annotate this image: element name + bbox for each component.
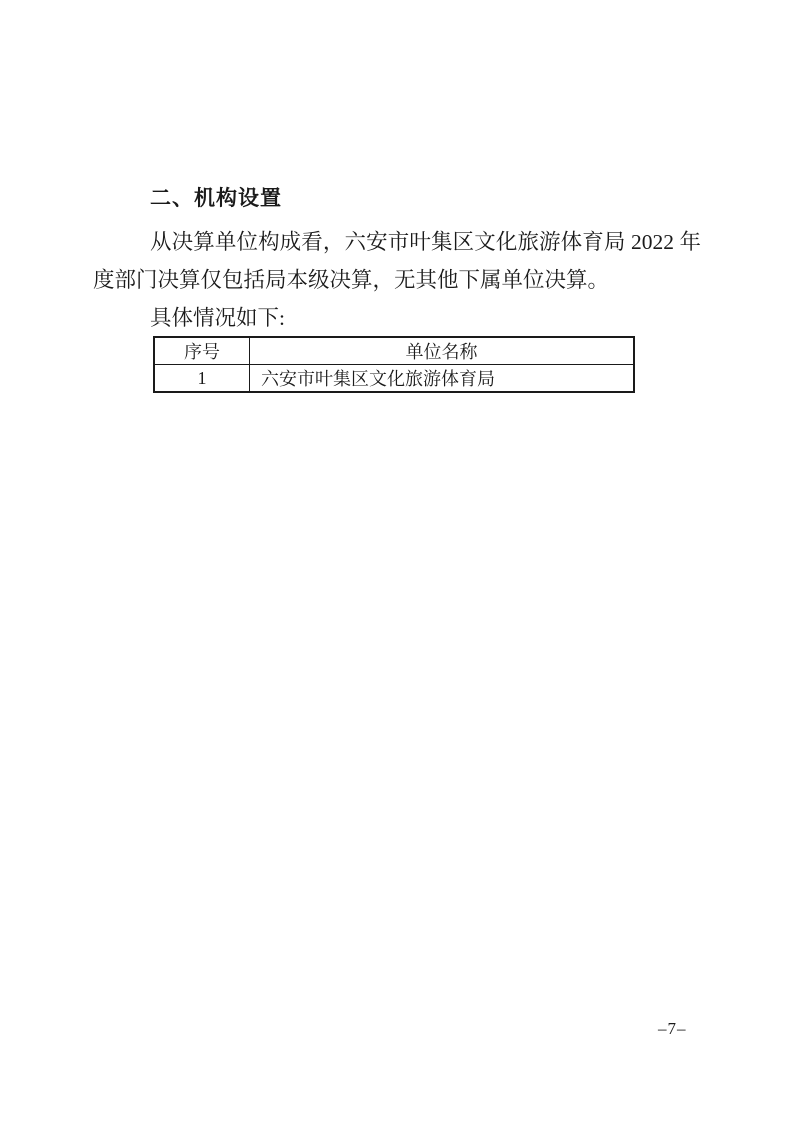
page-number: –7– bbox=[658, 1019, 687, 1038]
units-table bbox=[153, 336, 635, 393]
section-heading: 二、机构设置 bbox=[150, 187, 282, 210]
table-header-row bbox=[154, 337, 634, 365]
cell-seq: 1 bbox=[154, 365, 250, 393]
cell-unit-name: 六安市叶集区文化旅游体育局 bbox=[250, 365, 635, 393]
body-paragraph: 从决算单位构成看，六安市叶集区文化旅游体育局 2022 年度部门决算仅包括局本级决算，无其他下属单位决算。 bbox=[93, 230, 701, 292]
column-header-unit-name: 单位名称 bbox=[250, 337, 635, 365]
table-row bbox=[154, 365, 634, 393]
table-intro-line: 具体情况如下: bbox=[150, 306, 285, 330]
column-header-seq: 序号 bbox=[154, 337, 250, 365]
